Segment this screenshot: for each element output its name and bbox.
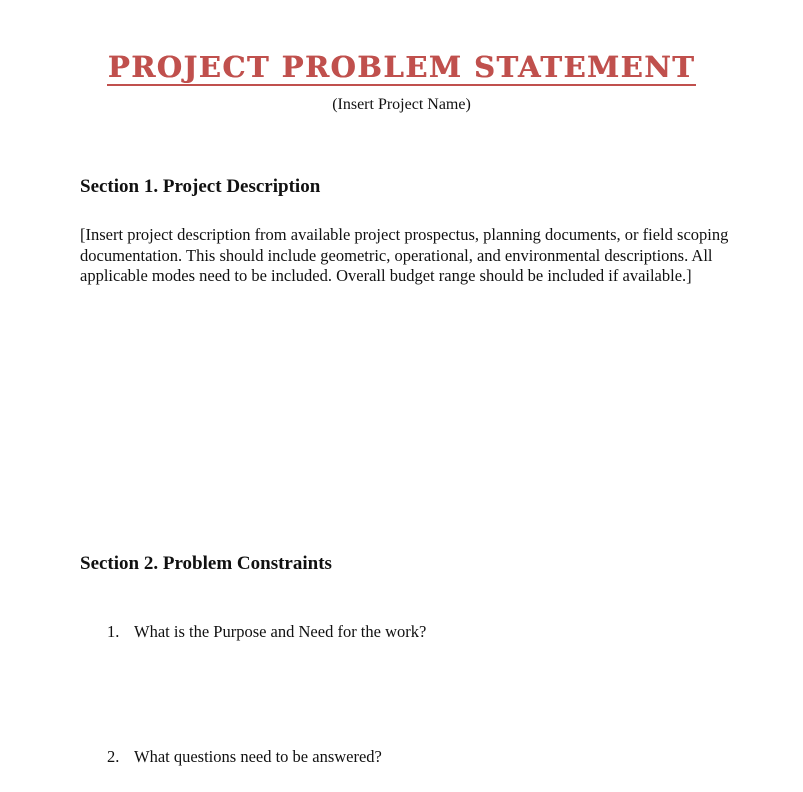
list-item: [107, 747, 382, 767]
document-title: [0, 48, 803, 86]
list-item: [107, 622, 426, 642]
list-item-text: What is the Purpose and Need for the work?: [134, 622, 427, 641]
list-item-text: What questions need to be answered?: [134, 747, 382, 766]
section-1-description: [Insert project description from available project prospectus, planning documents, or field scoping documentation. This should include geometric, operational, and environmental descriptions. All applicable modes need to be included. Overall budget range should be included if available.]: [80, 225, 729, 285]
document-title-text: PROJECT PROBLEM STATEMENT: [107, 50, 696, 84]
section-1-heading: Section 1. Project Description: [80, 176, 321, 197]
list-item-number: 1.: [107, 622, 120, 641]
list-item-number: 2.: [107, 747, 120, 766]
section-2-heading: Section 2. Problem Constraints: [80, 553, 332, 574]
project-name-placeholder: (Insert Project Name): [332, 96, 471, 113]
